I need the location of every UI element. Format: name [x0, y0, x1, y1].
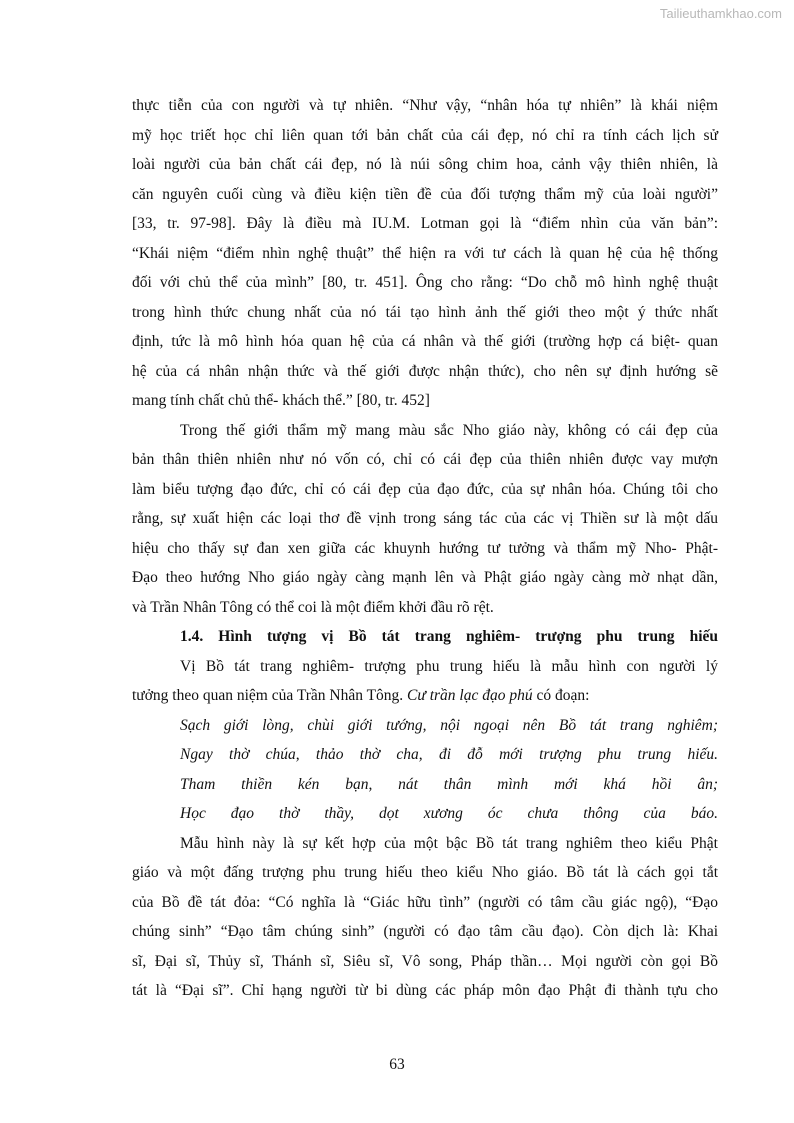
body-line: căn nguyên cuối cùng và điều kiện tiền đề của đối tượng thẩm mỹ của loài người”	[132, 185, 718, 203]
body-line: “Khái niệm “điểm nhìn nghệ thuật” thể hiện ra với tư cách là quan hệ của hệ thống	[132, 244, 718, 262]
body-line: Mẫu hình này là sự kết hợp của một bậc Bồ tát trang nghiêm theo kiểu Phật	[180, 834, 718, 852]
page-number: 63	[389, 1056, 405, 1073]
body-line: [33, tr. 97-98]. Đây là điều mà IU.M. Lotman gọi là “điểm nhìn của văn bản”:	[132, 215, 718, 232]
body-line: Đạo theo hướng Nho giáo ngày càng mạnh lên và Phật giáo ngày càng mờ nhạt dần,	[132, 569, 718, 586]
body-line: hệ của cá nhân nhận thức và thế giới được nhận thức), cho nên sự định hướng sẽ	[132, 362, 718, 380]
body-line: chúng sinh” “Đạo tâm chúng sinh” (người có đạo tâm cầu đạo). Còn dịch là: Khai	[132, 923, 718, 940]
body-line: loài người của bản chất cái đẹp, nó là núi sông chim hoa, cảnh vậy thiên nhiên, là	[132, 156, 718, 173]
verse-line: Ngay thờ chúa, thảo thờ cha, đi đỗ mới trượng phu trung hiếu.	[180, 746, 718, 763]
body-line: định, tức là mô hình hóa quan hệ của cá nhân và thế giới (trường hợp cá biệt- quan	[132, 333, 718, 350]
body-line: rằng, sự xuất hiện các loại thơ đề vịnh trong sáng tác của các vị Thiền sư là một dấu	[132, 510, 718, 527]
body-line: mỹ học triết học chỉ liên quan tới bản chất của cái đẹp, nó chỉ ra tính cách lịch sử	[132, 126, 718, 144]
body-line: sĩ, Đại sĩ, Thủy sĩ, Thánh sĩ, Siêu sĩ, Vô song, Pháp thần… Mọi người còn gọi Bồ	[132, 952, 718, 970]
section-heading: 1.4. Hình tượng vị Bồ tát trang nghiêm- trượng phu trung hiếu	[180, 628, 718, 645]
body-line: đối với chủ thể của mình” [80, tr. 451]. Ông cho rằng: “Do chỗ mô hình nghệ thuật	[132, 274, 718, 291]
page-body	[132, 91, 718, 1006]
verse-line: Tham thiền kén bạn, nát thân mình mới khá hồi ân;	[180, 775, 718, 793]
watermark: Tailieuthamkhao.com	[659, 6, 782, 21]
verse-line: Sạch giới lòng, chùi giới tướng, nội ngoại nên Bồ tát trang nghiêm;	[180, 716, 718, 734]
verse-line: Học đạo thờ thầy, dọt xương óc chưa thông của báo.	[180, 805, 718, 822]
work-title: Cư trần lạc đạo phú	[407, 687, 533, 704]
body-line: hiệu cho thấy sự đan xen giữa các khuynh hướng tư tưởng và thẩm mỹ Nho- Phật-	[132, 539, 718, 557]
body-line: và Trần Nhân Tông có thể coi là một điểm khởi đầu rõ rệt.	[132, 598, 494, 616]
body-line-with-title	[132, 681, 718, 711]
body-line: Vị Bồ tát trang nghiêm- trượng phu trung hiếu là mẫu hình con người lý	[180, 657, 718, 675]
body-line: giáo và một đấng trượng phu trung hiếu theo kiểu Nho giáo. Bồ tát là cách gọi tắt	[132, 864, 718, 881]
body-line: mang tính chất chủ thể- khách thể.” [80, tr. 452]	[132, 392, 430, 409]
text-run: tưởng theo quan niệm của Trần Nhân Tông.	[132, 687, 408, 704]
body-line: tát là “Đại sĩ”. Chỉ hạng người từ bi dùng các pháp môn đạo Phật đi thành tựu cho	[132, 982, 718, 999]
body-line: của Bồ đề tát đỏa: “Có nghĩa là “Giác hữu tình” (người có tâm cầu giác ngộ), “Đạo	[132, 893, 718, 911]
body-line: làm biểu tượng đạo đức, chỉ có cái đẹp của đạo đức, của sự nhân hóa. Chúng tôi cho	[132, 480, 718, 498]
body-line: Trong thế giới thẩm mỹ mang màu sắc Nho giáo này, không có cái đẹp của	[180, 421, 718, 439]
text-run: có đoạn:	[532, 687, 590, 704]
body-line: bản thân thiên nhiên như nó vốn có, chỉ có cái đẹp của thiên nhiên được vay mượn	[132, 451, 718, 468]
body-line: trong hình thức chung nhất của nó tái tạo hình ảnh thế giới theo một ý thức nhất	[132, 303, 718, 321]
body-line: thực tiễn của con người và tự nhiên. “Như vậy, “nhân hóa tự nhiên” là khái niệm	[132, 97, 718, 114]
